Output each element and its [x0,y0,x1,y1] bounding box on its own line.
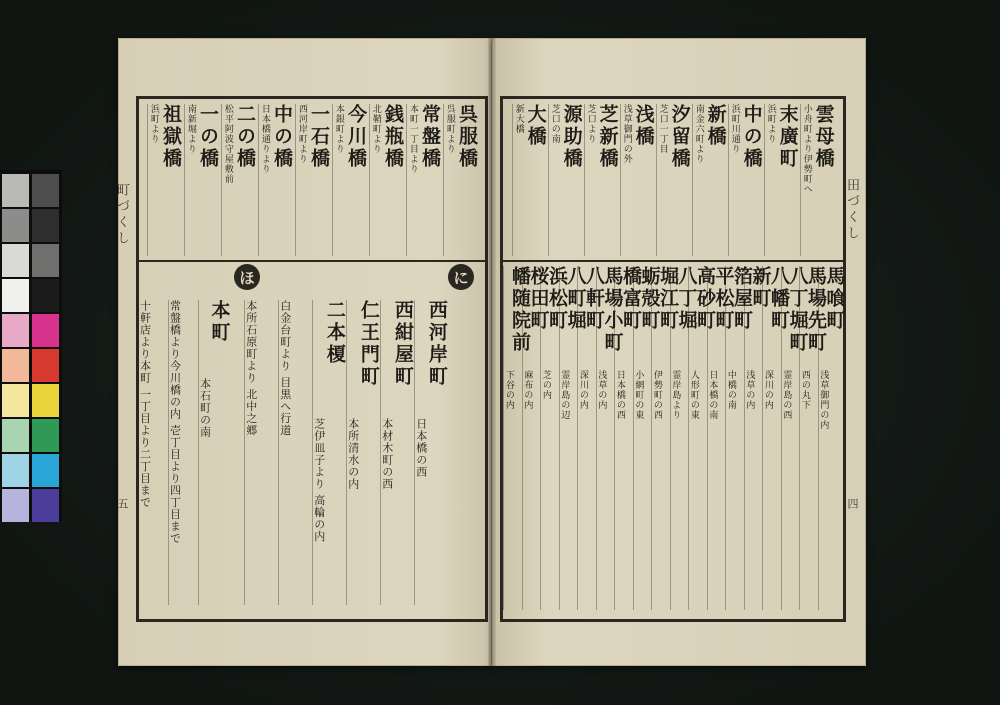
entry-heading: 八軒町 [583,266,606,332]
entry-note: 本所石原町より 北中之郷 [244,300,258,437]
column-line [380,300,381,605]
color-swatch [32,454,59,487]
column-line [369,104,370,256]
column-line [728,104,729,256]
entry-note: 新大橋 [513,104,524,134]
entry-heading: 仁王門町 [357,300,380,388]
entry-note: 伊勢町の西 [651,370,662,420]
entry-note: 中橋の南 [725,370,736,410]
entry-heading: 桜田町 [527,266,550,332]
entry-heading: 一石橋 [308,104,331,170]
entry-note: 人形町の東 [688,370,699,420]
entry-heading: 雲母橋 [812,104,835,170]
entry-heading: 平松町 [712,266,735,332]
color-swatch [32,349,59,382]
color-calibration-card [0,170,62,522]
entry-note: 十軒店より本町 一丁目より二丁目まで [138,300,152,509]
entry-heading: 西河岸町 [425,300,448,388]
entry-heading: 常盤橋 [419,104,442,170]
color-swatch [2,419,29,452]
entry-note: 小舟町より伊勢町へ [801,104,812,194]
color-swatch [32,209,59,242]
color-swatch [2,454,29,487]
book-gutter [488,38,496,666]
column-line [512,104,513,256]
entry-note: 本町一丁目より [407,104,418,174]
column-line [278,300,279,605]
entry-note: 浜町より [148,104,159,144]
entry-heading: 一の橋 [197,104,220,170]
entry-heading: 八町堀 [564,266,587,332]
entry-note: 本石町の南 [198,378,212,438]
column-line [764,104,765,256]
color-swatch [2,279,29,312]
column-line [198,300,199,605]
color-swatch [32,174,59,207]
entry-note: 呉服町より [444,104,455,154]
entry-heading: 浅橋 [632,104,655,148]
entry-note: 浜町川通り [729,104,740,154]
entry-note: 北鞘町より [370,104,381,154]
entry-heading: 西紺屋町 [391,300,414,388]
column-line [258,104,259,256]
column-line [443,104,444,256]
color-swatch [2,489,29,522]
entry-heading: 今川橋 [345,104,368,170]
entry-note: 深川の内 [762,370,773,410]
column-line [548,104,549,256]
entry-note: 日本橋の西 [414,418,428,478]
entry-note: 霊岸島の西 [781,370,792,420]
column-line [168,300,169,605]
entry-heading: 浜松町 [546,266,569,332]
entry-note: 浅草の内 [596,370,607,410]
column-line [620,104,621,256]
entry-note: 芝口より [585,104,596,144]
column-line [414,300,415,605]
column-line [656,104,657,256]
entry-heading: 末廣町 [776,104,799,170]
right-margin-title: 田づくし [844,178,859,242]
entry-note: 松平阿波守屋敷前 [222,104,233,184]
column-line [138,300,139,605]
entry-heading: 銭瓶橋 [382,104,405,170]
entry-note: 下谷の内 [503,370,514,410]
color-swatch [32,279,59,312]
column-line [244,300,245,605]
section-mark-ni: に [448,264,474,290]
right-divider-rule [500,260,843,262]
entry-note: 芝の内 [540,370,551,400]
entry-heading: 八丁堀町 [786,266,809,354]
entry-heading: 馬場先町 [805,266,828,354]
entry-heading: 中の橋 [740,104,763,170]
color-swatch [32,489,59,522]
color-swatch [32,384,59,417]
column-line [584,104,585,256]
entry-note: 霊岸島の辺 [559,370,570,420]
column-line [184,104,185,256]
entry-note: 浅草御門の外 [621,104,632,164]
column-line [312,300,313,605]
column-line [692,104,693,256]
entry-heading: 橋富町 [620,266,643,332]
entry-note: 霊岸島より [670,370,681,420]
column-line [221,104,222,256]
entry-heading: 幡随院前 [509,266,532,354]
entry-note: 日本橋の南 [707,370,718,420]
entry-note: 浅草御門の内 [818,370,829,430]
entry-note: 常盤橋より今川橋の内 壱丁目より四丁目まで [168,300,182,545]
entry-heading: 汐留橋 [668,104,691,170]
entry-heading: 新橋 [704,104,727,148]
column-line [295,104,296,256]
column-line [346,300,347,605]
entry-note: 南金六町より [693,104,704,164]
entry-heading: 八幡町 [768,266,791,332]
open-book [114,38,866,666]
color-swatch [32,419,59,452]
entry-heading: 源助橋 [560,104,583,170]
right-page [492,38,866,666]
column-line [406,104,407,256]
color-swatch [2,314,29,347]
entry-note: 芝伊皿子より 高輪の内 [312,418,326,543]
left-divider-rule [136,260,485,262]
entry-heading: 中の橋 [271,104,294,170]
entry-note: 日本橋通りより [259,104,270,174]
entry-heading: 馬喰町 [823,266,846,332]
color-swatch [2,209,29,242]
entry-note: 浅草の内 [744,370,755,410]
color-swatch [2,384,29,417]
right-folio: 四 [846,498,859,512]
entry-heading: 堀江町 [657,266,680,332]
color-swatch [2,174,29,207]
color-swatch [2,349,29,382]
entry-heading: 馬場小町 [601,266,624,354]
left-margin-title: 町づくし [114,183,129,247]
entry-note: 日本橋の西 [614,370,625,420]
entry-note: 深川の内 [577,370,588,410]
entry-note: 本所清水の内 [346,418,360,490]
column-line [147,104,148,256]
entry-note: 本材木町の西 [380,418,394,490]
entry-note: 芝口の南 [549,104,560,144]
entry-heading: 二本榎 [323,300,346,366]
left-page [114,38,492,666]
entry-heading: 高砂町 [694,266,717,332]
section-mark-ho: ほ [234,264,260,290]
entry-note: 麻布の内 [522,370,533,410]
column-line [800,104,801,256]
color-swatch [32,244,59,277]
entry-note: 芝口一丁目 [657,104,668,154]
entry-heading: 呉服橋 [456,104,479,170]
left-folio: 五 [116,498,129,512]
entry-note: 小網町の東 [633,370,644,420]
entry-note: 浜町より [765,104,776,144]
entry-note: 南新堀より [185,104,196,154]
entry-note: 西の丸下 [799,370,810,410]
entry-note: 本銀町より [333,104,344,154]
entry-heading: 蛎殻町 [638,266,661,332]
entry-note: 白金台町より 目黒へ行道 [278,300,292,437]
entry-note: 西河岸町より [296,104,307,164]
color-swatch [32,314,59,347]
column-line [332,104,333,256]
entry-heading: 祖獄橋 [160,104,183,170]
entry-heading: 新町 [749,266,772,310]
entry-heading: 本町 [208,300,231,344]
color-swatch [2,244,29,277]
entry-heading: 二の橋 [234,104,257,170]
entry-heading: 箔屋町 [731,266,754,332]
entry-heading: 芝新橋 [596,104,619,170]
entry-heading: 八丁堀 [675,266,698,332]
column-line [503,266,504,610]
entry-heading: 大橋 [524,104,547,148]
